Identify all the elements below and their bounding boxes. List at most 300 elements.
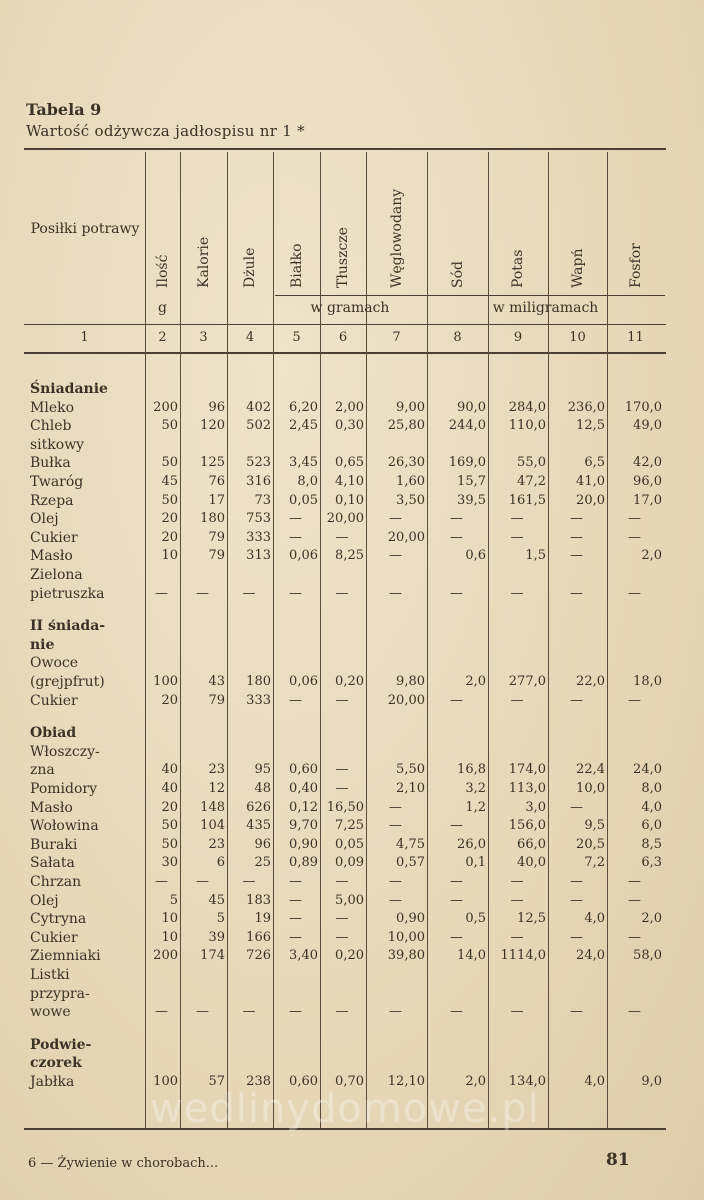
- table-cell: —: [510, 511, 524, 527]
- table-title: Wartość odżywcza jadłospisu nr 1 *: [26, 122, 305, 140]
- table-cell: 244,0: [448, 418, 486, 434]
- table-cell: —: [510, 874, 524, 889]
- table-cell: 96: [208, 399, 225, 415]
- table-cell: 5: [169, 892, 178, 908]
- table-cell: 0,09: [335, 855, 364, 871]
- column-divider-2: [227, 152, 228, 1128]
- table-cell: 402: [246, 399, 271, 415]
- column-number-8: 8: [453, 330, 462, 345]
- header-sód: Sód: [449, 261, 466, 288]
- table-cell: 0,65: [335, 455, 364, 471]
- table-cell: 1,5: [525, 548, 546, 564]
- table-cell: —: [289, 929, 302, 945]
- section-heading: czorek: [30, 1055, 82, 1072]
- row-label: Wołowina: [30, 818, 99, 835]
- table-cell: —: [242, 1004, 256, 1020]
- table-cell: —: [242, 874, 256, 889]
- table-cell: —: [450, 818, 463, 834]
- row-label: Twaróg: [30, 474, 84, 490]
- table-cell: 726: [246, 948, 271, 964]
- table-cell: —: [628, 511, 641, 527]
- table-cell: 9,0: [641, 1074, 662, 1089]
- table-cell: —: [510, 1004, 524, 1020]
- table-cell: —: [628, 529, 641, 545]
- table-cell: 180: [200, 511, 225, 527]
- table-cell: 3,2: [465, 781, 486, 796]
- column-number-2: 2: [158, 330, 167, 345]
- table-cell: 50: [161, 818, 178, 834]
- header-bottom-rule: [24, 324, 666, 325]
- row-label: Owoce: [30, 655, 79, 672]
- table-cell: —: [196, 1004, 209, 1020]
- table-cell: 626: [246, 799, 271, 815]
- table-cell: 125: [200, 455, 225, 471]
- table-cell: 0,20: [335, 948, 364, 964]
- section-heading: II śniada-: [30, 618, 106, 635]
- section-heading: Obiad: [30, 725, 77, 742]
- table-cell: 20,00: [326, 511, 364, 527]
- row-label: Chleb: [30, 418, 72, 435]
- table-cell: 3,45: [289, 455, 318, 471]
- table-cell: 2,45: [289, 418, 318, 434]
- table-cell: 20,00: [387, 529, 425, 545]
- table-cell: —: [335, 781, 349, 796]
- table-cell: 9,80: [396, 674, 425, 689]
- table-cell: 0,6: [465, 548, 486, 564]
- table-cell: —: [335, 929, 349, 945]
- table-cell: 9,5: [584, 818, 605, 834]
- table-cell: —: [289, 529, 302, 545]
- table-cell: 40: [161, 781, 178, 796]
- table-cell: 6,5: [584, 455, 605, 471]
- table-cell: 6,0: [641, 818, 662, 834]
- column-divider-8: [548, 152, 549, 1128]
- column-divider-0: [145, 152, 146, 1128]
- table-cell: 15,7: [457, 474, 486, 489]
- watermark-text: wedlinydomowe.pl: [150, 1086, 540, 1132]
- row-label: Cukier: [30, 529, 78, 546]
- table-cell: 134,0: [508, 1074, 546, 1089]
- table-cell: —: [450, 692, 463, 708]
- table-cell: 12,5: [517, 911, 546, 927]
- table-cell: —: [570, 529, 583, 545]
- table-cell: 8,5: [641, 836, 662, 852]
- table-cell: —: [289, 511, 302, 527]
- table-cell: 17,0: [633, 492, 662, 508]
- table-cell: 0,40: [289, 781, 318, 796]
- table-cell: —: [628, 585, 641, 601]
- table-cell: 50: [161, 418, 178, 434]
- table-cell: 316: [246, 474, 271, 489]
- table-cell: 96,0: [633, 474, 662, 489]
- row-label: Cukier: [30, 929, 78, 946]
- table-cell: 5,00: [335, 892, 364, 908]
- table-cell: 169,0: [448, 455, 486, 471]
- table-cell: 43: [208, 674, 225, 689]
- header-tłuszcze: Tłuszcze: [335, 227, 351, 288]
- table-cell: 200: [153, 399, 178, 415]
- table-cell: 2,0: [641, 548, 662, 564]
- table-cell: 166: [246, 929, 271, 945]
- table-cell: —: [628, 692, 641, 708]
- table-cell: 50: [161, 455, 178, 471]
- table-cell: 26,0: [457, 836, 486, 852]
- table-cell: 6: [216, 855, 225, 871]
- table-cell: 9,00: [396, 399, 425, 415]
- table-cell: 0,60: [289, 762, 318, 778]
- table-cell: 6,20: [289, 399, 318, 415]
- table-cell: —: [289, 874, 302, 889]
- table-cell: 313: [246, 548, 271, 564]
- table-cell: 76: [208, 474, 225, 489]
- section-heading: nie: [30, 636, 55, 653]
- table-cell: 79: [208, 692, 225, 708]
- table-cell: —: [289, 1004, 302, 1020]
- table-cell: —: [389, 548, 402, 564]
- table-cell: —: [570, 799, 583, 815]
- row-label: Cukier: [30, 692, 78, 709]
- column-number-6: 6: [338, 330, 348, 345]
- table-cell: 502: [246, 418, 271, 434]
- table-cell: —: [389, 1004, 402, 1020]
- table-cell: —: [335, 529, 349, 545]
- table-cell: —: [389, 874, 402, 889]
- column-divider-7: [488, 152, 489, 1128]
- table-cell: —: [389, 892, 402, 908]
- table-cell: 8,25: [335, 548, 364, 564]
- table-cell: —: [570, 511, 583, 527]
- table-cell: 1114,0: [500, 948, 546, 964]
- row-label: Cytryna: [30, 911, 87, 928]
- table-label: Tabela 9: [26, 100, 102, 119]
- table-cell: —: [450, 929, 463, 945]
- table-cell: 50: [161, 836, 178, 852]
- row-label: Masło: [30, 799, 73, 816]
- table-cell: 0,90: [396, 911, 425, 927]
- table-cell: —: [570, 929, 583, 945]
- table-cell: —: [510, 529, 524, 545]
- table-cell: 10,00: [387, 929, 425, 945]
- column-divider-9: [607, 152, 608, 1128]
- table-cell: 0,30: [335, 418, 364, 434]
- table-cell: 2,00: [335, 399, 364, 415]
- column-number-1: 1: [80, 330, 89, 345]
- table-cell: 24,0: [576, 948, 605, 964]
- row-label: Mleko: [30, 399, 75, 416]
- table-cell: 20: [161, 799, 178, 815]
- table-cell: 20: [161, 529, 178, 545]
- row-label: zna: [30, 762, 55, 779]
- table-cell: 40,0: [517, 855, 546, 871]
- table-cell: 23: [208, 762, 225, 778]
- table-cell: 5: [216, 911, 225, 927]
- table-cell: —: [196, 585, 209, 601]
- table-cell: 2,0: [641, 911, 662, 927]
- table-cell: —: [289, 892, 302, 908]
- table-cell: 10,0: [576, 781, 605, 796]
- table-cell: 79: [208, 529, 225, 545]
- table-cell: —: [570, 692, 583, 708]
- page-number: 81: [606, 1150, 630, 1170]
- table-cell: 333: [246, 529, 271, 545]
- table-cell: 0,5: [465, 911, 486, 927]
- column-divider-5: [366, 152, 367, 1128]
- table-cell: 110,0: [508, 418, 546, 434]
- row-label: Zielona: [30, 567, 83, 583]
- table-cell: 3,40: [289, 948, 318, 964]
- table-cell: 73: [254, 492, 271, 508]
- table-cell: 50: [161, 492, 178, 508]
- table-cell: 100: [153, 674, 178, 689]
- footer-note: 6 — Żywienie w chorobach...: [28, 1156, 219, 1171]
- table-cell: 55,0: [517, 455, 546, 471]
- table-cell: 284,0: [508, 399, 546, 415]
- table-cell: 45: [208, 892, 225, 908]
- table-cell: 0,57: [396, 855, 425, 871]
- table-cell: 79: [208, 548, 225, 564]
- column-number-10: 10: [569, 330, 586, 345]
- table-cell: 22,0: [576, 674, 605, 689]
- table-cell: 7,25: [335, 818, 364, 834]
- table-cell: 58,0: [633, 948, 662, 964]
- table-cell: 16,50: [326, 799, 364, 815]
- section-heading: Podwie-: [30, 1036, 92, 1053]
- table-cell: 39: [208, 929, 225, 945]
- colnum-rule: [24, 352, 666, 354]
- table-cell: 40: [161, 762, 178, 778]
- row-label: Bułka: [30, 455, 71, 472]
- table-cell: 236,0: [567, 399, 605, 415]
- table-cell: —: [335, 1004, 349, 1020]
- row-label: (grejpfrut): [30, 674, 105, 690]
- column-divider-1: [180, 152, 181, 1128]
- table-cell: 4,0: [584, 911, 605, 927]
- table-cell: —: [628, 874, 641, 889]
- table-cell: 20: [161, 692, 178, 708]
- table-cell: 0,1: [465, 855, 486, 871]
- row-label: Olej: [30, 511, 59, 528]
- table-cell: —: [570, 585, 583, 601]
- row-label: Olej: [30, 892, 59, 909]
- row-label: pietruszka: [30, 585, 105, 602]
- table-cell: —: [570, 548, 583, 564]
- table-cell: 26,30: [387, 455, 425, 471]
- header-dżule: Dżule: [242, 247, 258, 288]
- table-cell: 0,06: [289, 674, 318, 689]
- table-cell: 10: [161, 929, 178, 945]
- table-cell: 435: [246, 818, 271, 834]
- table-cell: 174: [200, 948, 225, 964]
- table-cell: —: [450, 892, 463, 908]
- unit-milligrams: w miligramach: [492, 300, 599, 316]
- table-cell: 156,0: [508, 818, 546, 834]
- table-cell: 25: [254, 855, 271, 871]
- table-cell: —: [450, 1004, 463, 1020]
- table-cell: 39,5: [457, 492, 486, 508]
- table-cell: 20: [161, 511, 178, 527]
- row-label: Masło: [30, 548, 73, 565]
- header-wapń: Wapń: [569, 248, 586, 288]
- table-cell: —: [389, 585, 402, 601]
- table-cell: 1,60: [396, 474, 425, 489]
- table-cell: 30: [161, 855, 178, 871]
- table-cell: 3,50: [396, 492, 425, 508]
- table-cell: 19: [254, 911, 271, 927]
- table-cell: —: [155, 874, 168, 889]
- table-cell: 5,50: [396, 762, 425, 778]
- table-cell: 104: [200, 818, 225, 834]
- table-cell: —: [155, 585, 168, 601]
- table-cell: 0,89: [289, 855, 318, 871]
- table-cell: 20,0: [576, 492, 605, 508]
- row-label: Włoszczy-: [30, 743, 100, 760]
- table-cell: 0,06: [289, 548, 318, 564]
- table-cell: 49,0: [633, 418, 662, 434]
- table-cell: 17: [208, 492, 225, 508]
- table-cell: 14,0: [457, 948, 486, 964]
- table-cell: —: [450, 874, 463, 889]
- table-cell: —: [628, 892, 641, 908]
- table-cell: 161,5: [508, 492, 546, 508]
- table-cell: 0,90: [289, 836, 318, 852]
- table-cell: 10: [161, 548, 178, 564]
- table-cell: 180: [246, 674, 271, 689]
- top-rule: [24, 148, 666, 150]
- column-divider-3: [273, 152, 274, 1128]
- table-cell: —: [335, 585, 349, 601]
- table-cell: —: [570, 874, 583, 889]
- table-cell: 8,0: [641, 781, 662, 796]
- table-cell: —: [335, 874, 349, 889]
- table-cell: 0,05: [289, 492, 318, 508]
- table-cell: 90,0: [457, 399, 486, 415]
- table-cell: —: [289, 585, 302, 601]
- table-cell: 24,0: [633, 762, 662, 778]
- row-label: wowe: [30, 1004, 71, 1021]
- table-cell: —: [628, 929, 641, 945]
- table-cell: 48: [254, 781, 271, 796]
- table-cell: —: [335, 911, 349, 927]
- row-label: przypra-: [30, 985, 90, 1002]
- table-cell: 120: [200, 418, 225, 434]
- table-cell: 0,20: [335, 674, 364, 689]
- table-cell: 18,0: [633, 674, 662, 689]
- table-cell: —: [335, 762, 349, 778]
- table-cell: 277,0: [508, 674, 546, 689]
- table-cell: —: [510, 692, 524, 708]
- table-cell: 41,0: [576, 474, 605, 489]
- column-number-11: 11: [627, 330, 644, 345]
- table-cell: —: [570, 1004, 583, 1020]
- row-label: sitkowy: [30, 436, 85, 453]
- table-cell: —: [628, 1004, 641, 1020]
- table-cell: 333: [246, 692, 271, 708]
- row-label: Rzepa: [30, 492, 74, 509]
- table-cell: 20,00: [387, 692, 425, 708]
- table-cell: —: [510, 929, 524, 945]
- table-cell: 23: [208, 836, 225, 852]
- table-cell: 200: [153, 948, 178, 964]
- table-cell: 4,0: [584, 1074, 605, 1089]
- table-cell: —: [242, 585, 256, 601]
- header-węglowodany: Węglowodany: [388, 188, 405, 288]
- table-cell: 183: [246, 892, 271, 908]
- table-cell: 22,4: [576, 762, 605, 778]
- section-heading: Śniadanie: [30, 381, 108, 397]
- table-cell: 12,5: [576, 418, 605, 434]
- row-label: Buraki: [30, 836, 78, 853]
- table-cell: —: [389, 511, 402, 527]
- table-cell: 66,0: [517, 836, 546, 852]
- unit-g: g: [158, 300, 167, 316]
- table-cell: 238: [246, 1074, 271, 1089]
- table-cell: —: [335, 692, 349, 708]
- table-cell: 174,0: [508, 762, 546, 778]
- header-fosfor: Fosfor: [627, 243, 644, 288]
- table-cell: —: [450, 529, 463, 545]
- table-cell: —: [289, 911, 302, 927]
- table-cell: 113,0: [508, 781, 546, 796]
- row-label: Listki: [30, 967, 70, 983]
- row-label: Jabłka: [30, 1074, 75, 1090]
- column-number-9: 9: [513, 330, 523, 345]
- table-cell: —: [389, 799, 402, 815]
- table-cell: 8,0: [297, 474, 318, 489]
- table-cell: —: [196, 874, 209, 889]
- table-cell: 148: [200, 799, 225, 815]
- table-cell: 0,05: [335, 836, 364, 852]
- table-cell: 39,80: [387, 948, 425, 964]
- table-cell: —: [155, 1004, 168, 1020]
- table-cell: 0,70: [335, 1074, 364, 1089]
- table-cell: 0,12: [289, 799, 318, 815]
- table-cell: 0,60: [289, 1074, 318, 1089]
- column-divider-4: [320, 152, 321, 1128]
- column-number-3: 3: [199, 330, 208, 345]
- table-cell: 16,8: [457, 762, 486, 778]
- table-cell: 0,10: [335, 492, 364, 508]
- table-cell: 3,0: [525, 799, 546, 815]
- table-cell: 25,80: [387, 418, 425, 434]
- table-cell: 4,10: [335, 474, 364, 489]
- table-cell: 95: [254, 762, 271, 778]
- column-number-5: 5: [292, 330, 301, 345]
- table-cell: —: [389, 818, 402, 834]
- table-cell: 42,0: [633, 455, 662, 471]
- table-cell: 170,0: [624, 399, 662, 415]
- row-label: Pomidory: [30, 781, 98, 797]
- table-cell: 100: [153, 1074, 178, 1089]
- table-cell: 47,2: [517, 474, 546, 489]
- table-cell: 96: [254, 836, 271, 852]
- table-cell: 12: [208, 781, 225, 796]
- table-cell: 753: [246, 511, 271, 527]
- table-cell: —: [570, 892, 583, 908]
- header-posilki: Posiłki potrawy: [30, 221, 140, 237]
- column-divider-6: [427, 152, 428, 1128]
- table-cell: 10: [161, 911, 178, 927]
- table-cell: 20,5: [576, 836, 605, 852]
- row-label: Chrzan: [30, 874, 82, 890]
- table-cell: 7,2: [584, 855, 605, 871]
- table-cell: 2,0: [465, 1074, 486, 1089]
- table-cell: —: [289, 692, 302, 708]
- table-cell: 6,3: [641, 855, 662, 871]
- header-potas: Potas: [510, 249, 526, 288]
- table-cell: 9,70: [289, 818, 318, 834]
- header-kalorie: Kalorie: [195, 236, 212, 288]
- unit-grams: w gramach: [310, 300, 390, 316]
